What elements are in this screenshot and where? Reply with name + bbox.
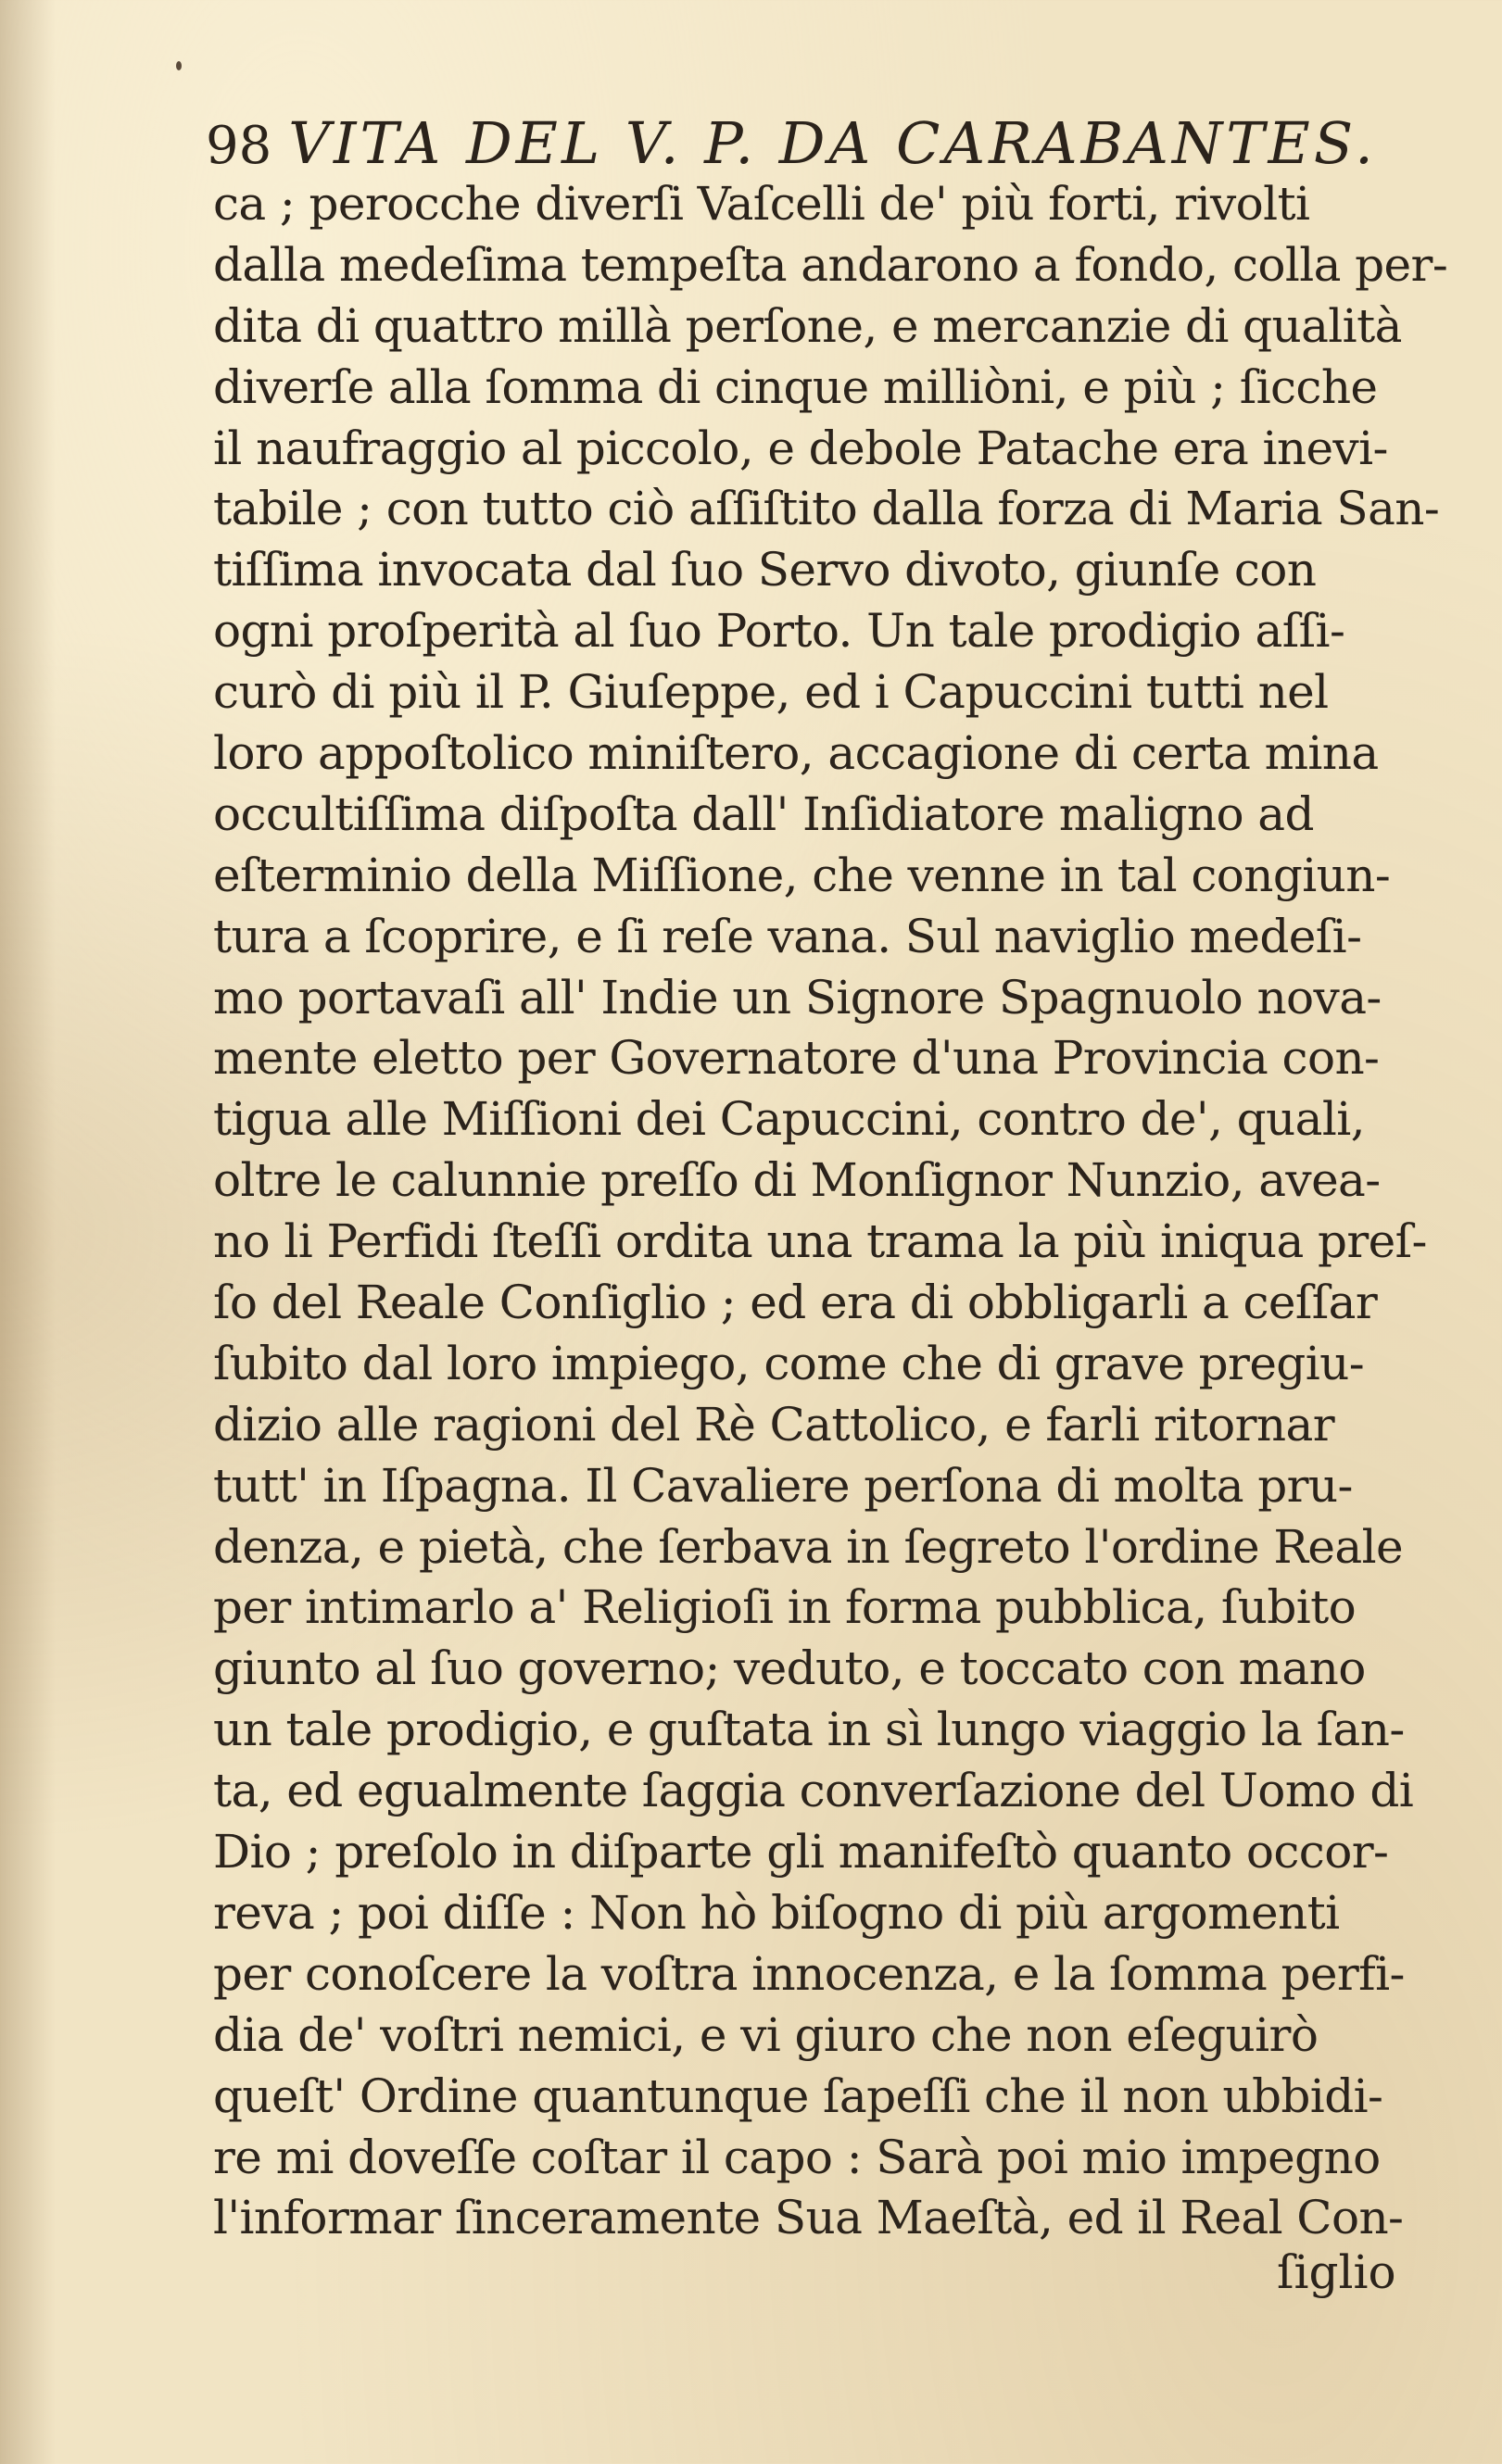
- text-line: loro appoſtolico miniſtero, accagione di certa mina: [213, 726, 1379, 781]
- text-line: ta, ed egualmente ſaggia converſazione del Uomo di: [213, 1764, 1414, 1818]
- text-line: per conoſcere la voſtra innocenza, e la ſomma perfi-: [213, 1946, 1405, 2001]
- text-line: occultiſſima diſpoſta dall' Inſidiatore maligno ad: [213, 786, 1314, 841]
- text-line: queſt' Ordine quantunque ſapeſſi che il non ubbidi-: [213, 2068, 1383, 2123]
- catchword: ſiglio: [1277, 2245, 1396, 2299]
- text-line: tura a ſcoprire, e ſi reſe vana. Sul naviglio medeſi-: [213, 909, 1362, 963]
- body-text: [213, 174, 1502, 2249]
- text-line: re mi doveſſe coſtar il capo : Sarà poi mio impegno: [213, 2130, 1381, 2184]
- text-line: dalla medeſima tempeſta andarono a fondo, colla per-: [213, 237, 1448, 292]
- running-head: [206, 109, 1502, 177]
- text-line: ſo del Reale Conſiglio ; ed era di obbligarli a ceſſar: [213, 1276, 1378, 1330]
- text-line: mente eletto per Governatore d'una Provincia con-: [213, 1031, 1380, 1086]
- text-line: dita di quattro millà perſone, e mercanzie di qualità: [213, 298, 1402, 353]
- text-line: dizio alle ragioni del Rè Cattolico, e farli ritornar: [213, 1397, 1335, 1452]
- text-line: reva ; poi diſſe : Non hò biſogno di più argomenti: [213, 1885, 1340, 1940]
- text-line: dia de' voſtri nemici, e vi giuro che non eſeguirò: [213, 2007, 1319, 2062]
- text-line: giunto al ſuo governo; veduto, e toccato con mano: [213, 1641, 1366, 1696]
- text-line: un tale prodigio, e guſtata in sì lungo viaggio la ſan-: [213, 1703, 1405, 1757]
- text-line: l'informar ſinceramente Sua Maeſtà, ed il Real Con-: [213, 2191, 1404, 2245]
- text-line: tigua alle Miſſioni dei Capuccini, contro de', quali,: [213, 1092, 1365, 1147]
- text-line: eſterminio della Miſſione, che venne in tal congiun-: [213, 848, 1391, 902]
- text-line: il naufraggio al piccolo, e debole Patache era inevi-: [213, 421, 1388, 475]
- text-line: ogni proſperità al ſuo Porto. Un tale prodigio aſſi-: [213, 604, 1345, 659]
- text-line: no li Perfidi ſteſſi ordita una trama la più iniqua preſ-: [213, 1214, 1427, 1269]
- text-line: per intimarlo a' Religioſi in forma pubblica, ſubito: [213, 1580, 1357, 1635]
- text-line: denza, e pietà, che ſerbava in ſegreto l'ordine Reale: [213, 1519, 1403, 1574]
- text-line: curò di più il P. Giuſeppe, ed i Capuccini tutti nel: [213, 665, 1329, 720]
- text-line: ſubito dal loro impiego, come che di grave pregiu-: [213, 1336, 1364, 1390]
- page-number: 98: [206, 116, 272, 176]
- text-line: tiſſima invocata dal ſuo Servo divoto, giunſe con: [213, 543, 1317, 597]
- running-title: VITA DEL V. P. DA CARABANTES.: [288, 109, 1377, 177]
- ink-speck: [176, 61, 182, 70]
- text-line: tabile ; con tutto ciò aſſiſtito dalla forza di Maria San-: [213, 482, 1440, 536]
- text-line: tutt' in Iſpagna. Il Cavaliere perſona di molta pru-: [213, 1458, 1353, 1513]
- text-line: Dio ; preſolo in diſparte gli manifeſtò quanto occor-: [213, 1825, 1389, 1879]
- text-line: oltre le calunnie preſſo di Monſignor Nunzio, avea-: [213, 1153, 1381, 1208]
- gutter-shadow: [0, 0, 56, 2464]
- text-line: ca ; perocche diverſi Vaſcelli de' più forti, rivolti: [213, 177, 1310, 231]
- text-line: diverſe alla ſomma di cinque milliòni, e più ; ſicche: [213, 359, 1378, 414]
- text-line: mo portavaſi all' Indie un Signore Spagnuolo nova-: [213, 970, 1382, 1025]
